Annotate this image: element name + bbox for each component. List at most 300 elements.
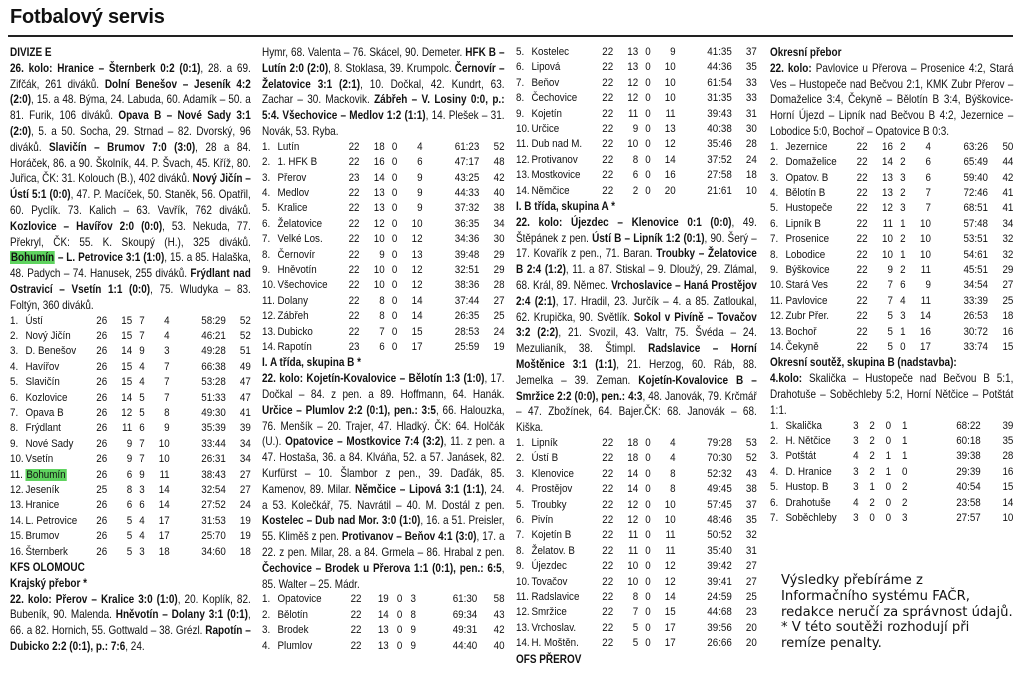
text-segment: , 14. Plešek – 31. Novák, 53. Ryba.: [262, 109, 505, 138]
stat-cell: 22: [856, 294, 868, 307]
stat-cell: 31: [745, 107, 757, 120]
stat-cell: 22: [350, 624, 362, 637]
table-row: [262, 340, 505, 355]
stat-cell: 1: [901, 419, 908, 432]
stat-cell: 12: [121, 406, 133, 419]
stat-cell: 2: [869, 450, 875, 463]
stat-cell: 22: [602, 560, 614, 573]
stat-cell: 0: [645, 467, 651, 480]
table-row: [770, 325, 1013, 340]
rank-cell: 2.: [770, 156, 779, 169]
stat-cell: 14: [882, 156, 893, 169]
rank-cell: 11.: [770, 294, 783, 307]
table-row: [516, 482, 757, 497]
stat-cell: 22: [602, 575, 614, 588]
stat-cell: 72:46: [963, 187, 988, 199]
rank-cell: 9.: [516, 107, 525, 120]
stat-cell: 5: [632, 621, 639, 634]
stat-cell: 22: [602, 606, 614, 619]
krajsky-heading: Krajský přebor *: [10, 576, 88, 590]
team-cell: Hustopeče: [785, 202, 833, 215]
table-row: [10, 360, 251, 375]
ia-standings: [262, 592, 505, 654]
stat-cell: 47: [239, 391, 251, 404]
stat-cell: 2: [901, 481, 908, 494]
rank-cell: 10.: [770, 279, 784, 292]
rank-cell: 4.: [262, 639, 271, 652]
stat-cell: 22: [348, 202, 360, 215]
table-row: [10, 498, 251, 513]
text-segment: , 11. a 87. Stiskal – 9. Dloužý, 29. Zlámal, 68. Král, 89. Němec.: [516, 263, 757, 293]
table-row: [770, 465, 1013, 480]
stat-cell: 25:70: [201, 530, 226, 543]
bold-segment: Kojetín-Kovalovice B – Smržice 2:2 (0:0), pen.: 4:3: [516, 373, 757, 403]
rank-cell: 3.: [770, 450, 779, 463]
stat-cell: 61:30: [452, 593, 478, 606]
table-row: [262, 232, 505, 247]
stat-cell: 6: [925, 171, 931, 184]
stat-cell: 18: [158, 545, 170, 558]
stat-cell: 0: [645, 107, 651, 120]
stat-cell: 12: [411, 233, 423, 246]
rank-cell: 13.: [516, 169, 530, 182]
team-cell: D. Benešov: [25, 345, 77, 358]
stat-cell: 8: [379, 294, 385, 307]
stat-cell: 25:59: [454, 341, 480, 354]
stat-cell: 0: [391, 217, 398, 230]
stat-cell: 47: [239, 376, 251, 389]
stat-cell: 0: [391, 156, 398, 169]
stat-cell: 26: [96, 329, 108, 342]
team-cell: Jezernice: [785, 140, 828, 153]
table-row: [516, 544, 757, 559]
stat-cell: 15: [1002, 481, 1014, 494]
krajsky-standings: [262, 140, 505, 356]
stat-cell: 22: [856, 279, 868, 292]
stat-cell: 32: [1002, 233, 1014, 246]
text-segment: , 24.: [125, 640, 145, 654]
stat-cell: 22: [602, 76, 614, 89]
rank-cell: 7.: [516, 529, 525, 542]
table-row: [770, 511, 1013, 526]
stat-cell: 0: [645, 514, 651, 527]
stat-cell: 29:39: [956, 465, 981, 478]
rank-cell: 7.: [10, 406, 19, 419]
stat-cell: 17: [411, 341, 423, 354]
stat-cell: 22: [856, 187, 868, 199]
bold-segment: 22. kolo: Kojetín-Kovalovice – Bělotín 1:3 (1:0): [262, 372, 485, 386]
stat-cell: 3: [900, 202, 906, 215]
stat-cell: 24: [745, 153, 757, 166]
stat-cell: 26: [96, 391, 108, 404]
stat-cell: 22: [602, 169, 614, 182]
team-cell: Soběchleby: [785, 512, 837, 525]
text-segment: , 28. a 69. Zifčák, 261 diváků.: [10, 61, 251, 91]
table-row: [770, 480, 1013, 495]
table-row: [262, 623, 505, 638]
stat-cell: 22: [602, 529, 614, 542]
bold-segment: 22. kolo: Újezdec – Klenovice 0:1 (0:0): [516, 215, 732, 229]
stat-cell: 30: [493, 233, 505, 246]
rank-cell: 12.: [262, 310, 276, 323]
text-segment: , 85. Walter – 25. Mádr.: [262, 561, 505, 591]
bold-segment: Slavičín – Brumov 7:0 (3:0): [49, 140, 196, 154]
stat-cell: 68:22: [956, 419, 981, 432]
stat-cell: 8: [670, 467, 676, 480]
table-row: [262, 263, 505, 278]
team-cell: Šternberk: [25, 545, 68, 558]
stat-cell: 15: [664, 606, 676, 619]
stat-cell: 16: [882, 140, 893, 153]
table-row: [516, 605, 757, 620]
stat-cell: 9: [139, 468, 145, 481]
stat-cell: 25: [493, 310, 505, 323]
stat-cell: 0: [645, 138, 651, 151]
stat-cell: 60:18: [956, 435, 981, 448]
stat-cell: 32:51: [454, 264, 480, 277]
rank-cell: 5.: [262, 202, 271, 215]
stat-cell: 6: [379, 341, 385, 354]
table-row: [770, 434, 1013, 449]
table-row: [262, 608, 505, 623]
stat-cell: 22: [602, 621, 614, 634]
stat-cell: 68:51: [963, 202, 988, 215]
stat-cell: 9: [126, 437, 133, 450]
stat-cell: 37:32: [454, 202, 480, 215]
stat-cell: 4: [139, 530, 145, 543]
rank-cell: 3.: [10, 345, 19, 358]
stat-cell: 15: [121, 360, 133, 373]
rank-cell: 14.: [10, 514, 24, 527]
stat-cell: 4: [164, 314, 170, 327]
stat-cell: 70:30: [707, 452, 732, 465]
stat-cell: 52:32: [707, 467, 732, 480]
stat-cell: 17: [920, 341, 931, 354]
stat-cell: 31: [745, 544, 757, 557]
stat-cell: 22: [602, 123, 614, 136]
stat-cell: 52: [239, 314, 251, 327]
team-cell: Potštát: [785, 450, 816, 463]
stat-cell: 4: [670, 437, 676, 450]
rank-cell: 6.: [516, 61, 525, 74]
ib-heading: I. B třída, skupina A *: [516, 200, 615, 214]
stat-cell: 0: [396, 624, 403, 637]
table-row: [770, 232, 1013, 247]
stat-cell: 61:23: [454, 140, 480, 153]
stat-cell: 0: [391, 187, 398, 199]
team-cell: Určice: [531, 123, 560, 136]
stat-cell: 9: [632, 123, 639, 136]
rank-cell: 7.: [770, 233, 779, 246]
stat-cell: 48:46: [707, 514, 732, 527]
stat-cell: 22: [348, 233, 360, 246]
stat-cell: 37: [745, 498, 757, 511]
stat-cell: 31:53: [201, 514, 226, 527]
team-cell: Bochoř: [785, 325, 817, 338]
team-cell: Frýdlant: [25, 422, 61, 435]
stat-cell: 14: [920, 310, 931, 323]
stat-cell: 43:25: [454, 171, 480, 184]
bold-segment: Určice – Plumlov 2:2 (0:1), pen.: 3:5: [262, 403, 436, 417]
stat-cell: 14: [121, 345, 133, 358]
stat-cell: 32:54: [201, 484, 226, 497]
stat-cell: 57:48: [963, 217, 988, 230]
stat-cell: 0: [391, 310, 398, 323]
stat-cell: 26:53: [963, 310, 988, 323]
stat-cell: 3: [164, 345, 170, 358]
stat-cell: 7: [139, 437, 145, 450]
rank-cell: 7.: [516, 76, 525, 89]
rank-cell: 5.: [770, 202, 779, 215]
stat-cell: 0: [396, 608, 403, 621]
krajsky-results-cont: [262, 45, 505, 140]
stat-cell: 9: [379, 248, 385, 261]
text-segment: , 17. Hradil, 23. Jurčík – 4. a 85. Zatloukal, 62. Krupička, 90. Světlík.: [516, 294, 757, 324]
table-row: [10, 468, 251, 483]
stat-cell: 10: [373, 279, 385, 292]
table-row: [770, 248, 1013, 263]
stat-cell: 14: [411, 310, 423, 323]
bold-segment: Frýdlant nad Ostravicí – Vsetín 1:1 (0:0): [10, 267, 251, 296]
rank-cell: 12.: [516, 153, 530, 166]
stat-cell: 12: [627, 76, 639, 89]
table-row: [10, 529, 251, 544]
column-1: [10, 45, 251, 694]
stat-cell: 9: [417, 187, 423, 199]
table-row: [262, 171, 505, 186]
text-segment: , 16. a 51. Preisler, 55. Kliměš z pen.: [262, 514, 505, 544]
stat-cell: 1: [901, 450, 908, 463]
table-row: [10, 514, 251, 529]
stat-cell: 7: [925, 187, 931, 199]
stat-cell: 16: [373, 156, 385, 169]
rank-cell: 8.: [262, 248, 271, 261]
stat-cell: 10: [920, 248, 931, 261]
stat-cell: 1: [885, 450, 892, 463]
team-cell: Lipová: [531, 61, 561, 74]
text-segment: , 21. Svozil, 43. Valtr, 75. Švéda – 24. Mezulianík, 38. Štimpl.: [516, 326, 757, 356]
team-cell: Němčice: [531, 184, 570, 197]
team-cell: Brumov: [25, 530, 60, 543]
table-row: [770, 171, 1013, 186]
division-standings: [10, 314, 251, 561]
table-row: [262, 201, 505, 216]
page-title: Fotbalový servis: [10, 6, 165, 28]
stat-cell: 33:39: [963, 294, 988, 307]
stat-cell: 6: [126, 468, 133, 481]
stat-cell: 66:38: [201, 360, 226, 373]
stat-cell: 22: [602, 483, 614, 496]
team-cell: Lipník B: [785, 217, 821, 230]
stat-cell: 27: [493, 294, 505, 307]
stat-cell: 10: [627, 560, 639, 573]
rank-cell: 6.: [10, 391, 19, 404]
stat-cell: 24:59: [707, 591, 732, 604]
stat-cell: 36:35: [454, 217, 480, 230]
ia-heading: I. A třída, skupina B *: [262, 356, 361, 370]
stat-cell: 14: [158, 499, 170, 512]
stat-cell: 3: [901, 512, 908, 525]
stat-cell: 51: [239, 345, 251, 358]
stat-cell: 26: [96, 406, 108, 419]
rank-cell: 8.: [770, 248, 779, 261]
stat-cell: 29: [1002, 264, 1014, 277]
bold-segment: – L. Petrovice 3:1 (1:0): [54, 251, 165, 265]
stat-cell: 3: [853, 435, 859, 448]
table-row: [770, 449, 1013, 464]
stat-cell: 3: [853, 481, 859, 494]
team-cell: Býškovice: [785, 264, 830, 277]
team-cell: Klenovice: [531, 467, 574, 480]
text-segment: , 15. a 85. Halaška, 48. Padych – 74. Hanusek, 255 diváků.: [10, 251, 251, 281]
stat-cell: 0: [885, 481, 892, 494]
stat-cell: 12: [664, 560, 676, 573]
stat-cell: 14: [664, 153, 676, 166]
team-cell: Lutín: [277, 140, 300, 153]
stat-cell: 7: [139, 314, 145, 327]
text-segment: , 75. Wludyka – 83. Foltýn, 360 diváků.: [10, 282, 251, 312]
team-cell: Želatovice: [277, 217, 323, 230]
rank-cell: 5.: [516, 498, 525, 511]
stat-cell: 2: [869, 496, 875, 509]
stat-cell: 30:72: [963, 325, 988, 338]
stat-cell: 44:68: [707, 606, 732, 619]
table-row: [262, 217, 505, 232]
stat-cell: 57:45: [707, 498, 732, 511]
team-cell: Bělotín: [277, 608, 308, 621]
stat-cell: 4: [139, 360, 145, 373]
team-cell: Kralice: [277, 202, 308, 215]
stat-cell: 39:56: [707, 621, 732, 634]
stat-cell: 10: [745, 184, 757, 197]
rank-cell: 8.: [516, 92, 525, 105]
stat-cell: 39:38: [956, 450, 981, 463]
bold-segment: 4.kolo:: [770, 372, 803, 386]
table-row: [516, 107, 757, 122]
bold-segment: Vrchoslavice – Haná Prostějov 2:4 (2:1): [516, 279, 757, 308]
table-row: [516, 636, 757, 651]
stat-cell: 12: [882, 202, 893, 215]
rank-cell: 9.: [10, 437, 19, 450]
stat-cell: 9: [410, 624, 416, 637]
stat-cell: 5: [887, 310, 893, 323]
team-cell: Černovír: [277, 248, 316, 261]
stat-cell: 33: [745, 76, 757, 89]
rank-cell: 1.: [262, 140, 271, 153]
rank-cell: 1.: [10, 314, 19, 327]
table-row: [516, 467, 757, 482]
stat-cell: 17: [158, 530, 170, 543]
rank-cell: 13.: [262, 325, 276, 338]
stat-cell: 50:52: [707, 529, 732, 542]
stat-cell: 24: [493, 325, 505, 338]
rank-cell: 11.: [516, 591, 529, 604]
stat-cell: 38:43: [201, 468, 226, 481]
stat-cell: 4: [164, 329, 170, 342]
team-cell: H. Nětčice: [785, 435, 831, 448]
stat-cell: 40: [493, 639, 505, 652]
stat-cell: 34:54: [963, 279, 988, 292]
stat-cell: 10: [664, 61, 676, 74]
rank-cell: 6.: [770, 496, 779, 509]
table-row: [516, 168, 757, 183]
table-row: [516, 45, 757, 60]
text-segment: , 5. a 50. Socha, 29. Strnad – 82. Dvorský, 96 diváků.: [10, 124, 251, 154]
stat-cell: 52: [239, 329, 251, 342]
table-row: [516, 122, 757, 137]
table-row: [770, 419, 1013, 434]
team-cell: Skalička: [785, 419, 822, 432]
stat-cell: 3: [410, 593, 416, 606]
stat-cell: 27:58: [707, 169, 732, 182]
stat-cell: 16: [1002, 325, 1014, 338]
stat-cell: 35:39: [201, 422, 226, 435]
stat-cell: 3: [900, 310, 906, 323]
stat-cell: 11: [665, 107, 676, 120]
stat-cell: 7: [139, 453, 145, 466]
bold-segment: HFK B – Lutín 2:0 (2:0): [262, 46, 505, 75]
table-row: [770, 263, 1013, 278]
stat-cell: 19: [239, 514, 251, 527]
stat-cell: 3: [853, 419, 859, 432]
stat-cell: 18: [627, 437, 639, 450]
stat-cell: 40:54: [956, 481, 981, 494]
stat-cell: 0: [645, 529, 651, 542]
stat-cell: 7: [164, 376, 170, 389]
okresni-prebor-heading: Okresní přebor: [770, 46, 842, 59]
rank-cell: 2.: [262, 156, 271, 169]
table-row: [262, 186, 505, 201]
ia-results: [262, 371, 505, 592]
stat-cell: 9: [417, 171, 423, 184]
stat-cell: 27: [745, 560, 757, 573]
team-cell: Drahotuše: [785, 496, 831, 509]
stat-cell: 17: [664, 637, 676, 650]
team-cell: Opava B: [25, 406, 64, 419]
stat-cell: 39:48: [454, 248, 480, 261]
bold-segment: Čechovice – Brodek u Přerova 1:1 (0:1), pen.: 6:5: [262, 561, 502, 575]
text-segment: , 66. a 82. Hornich, 55. Gottwald – 38. Grézl.: [10, 608, 251, 638]
rank-cell: 4.: [770, 187, 779, 199]
stat-cell: 14: [1002, 496, 1014, 509]
stat-cell: 26: [96, 453, 108, 466]
table-row: [262, 140, 505, 155]
stat-cell: 29: [493, 248, 505, 261]
table-row: [770, 186, 1013, 201]
stat-cell: 34: [493, 217, 505, 230]
stat-cell: 9: [139, 345, 145, 358]
table-row: [516, 559, 757, 574]
stat-cell: 2: [901, 496, 908, 509]
stat-cell: 11: [628, 107, 639, 120]
stat-cell: 13: [882, 187, 893, 199]
stat-cell: 12: [664, 575, 676, 588]
team-cell: Želatov. B: [531, 544, 575, 557]
table-row: [770, 496, 1013, 511]
stat-cell: 6: [900, 279, 906, 292]
rank-cell: 9.: [770, 264, 779, 277]
bold-segment: 22. kolo: Přerov – Kralice 3:0 (1:0): [10, 592, 178, 606]
team-cell: Všechovice: [277, 279, 328, 292]
stat-cell: 20: [745, 621, 757, 634]
stat-cell: 34: [239, 453, 251, 466]
team-cell: Ústí B: [531, 452, 559, 465]
rank-cell: 8.: [10, 422, 19, 435]
rank-cell: 8.: [516, 544, 525, 557]
stat-cell: 0: [391, 279, 398, 292]
stat-cell: 6: [139, 499, 145, 512]
stat-cell: 13: [377, 624, 389, 637]
